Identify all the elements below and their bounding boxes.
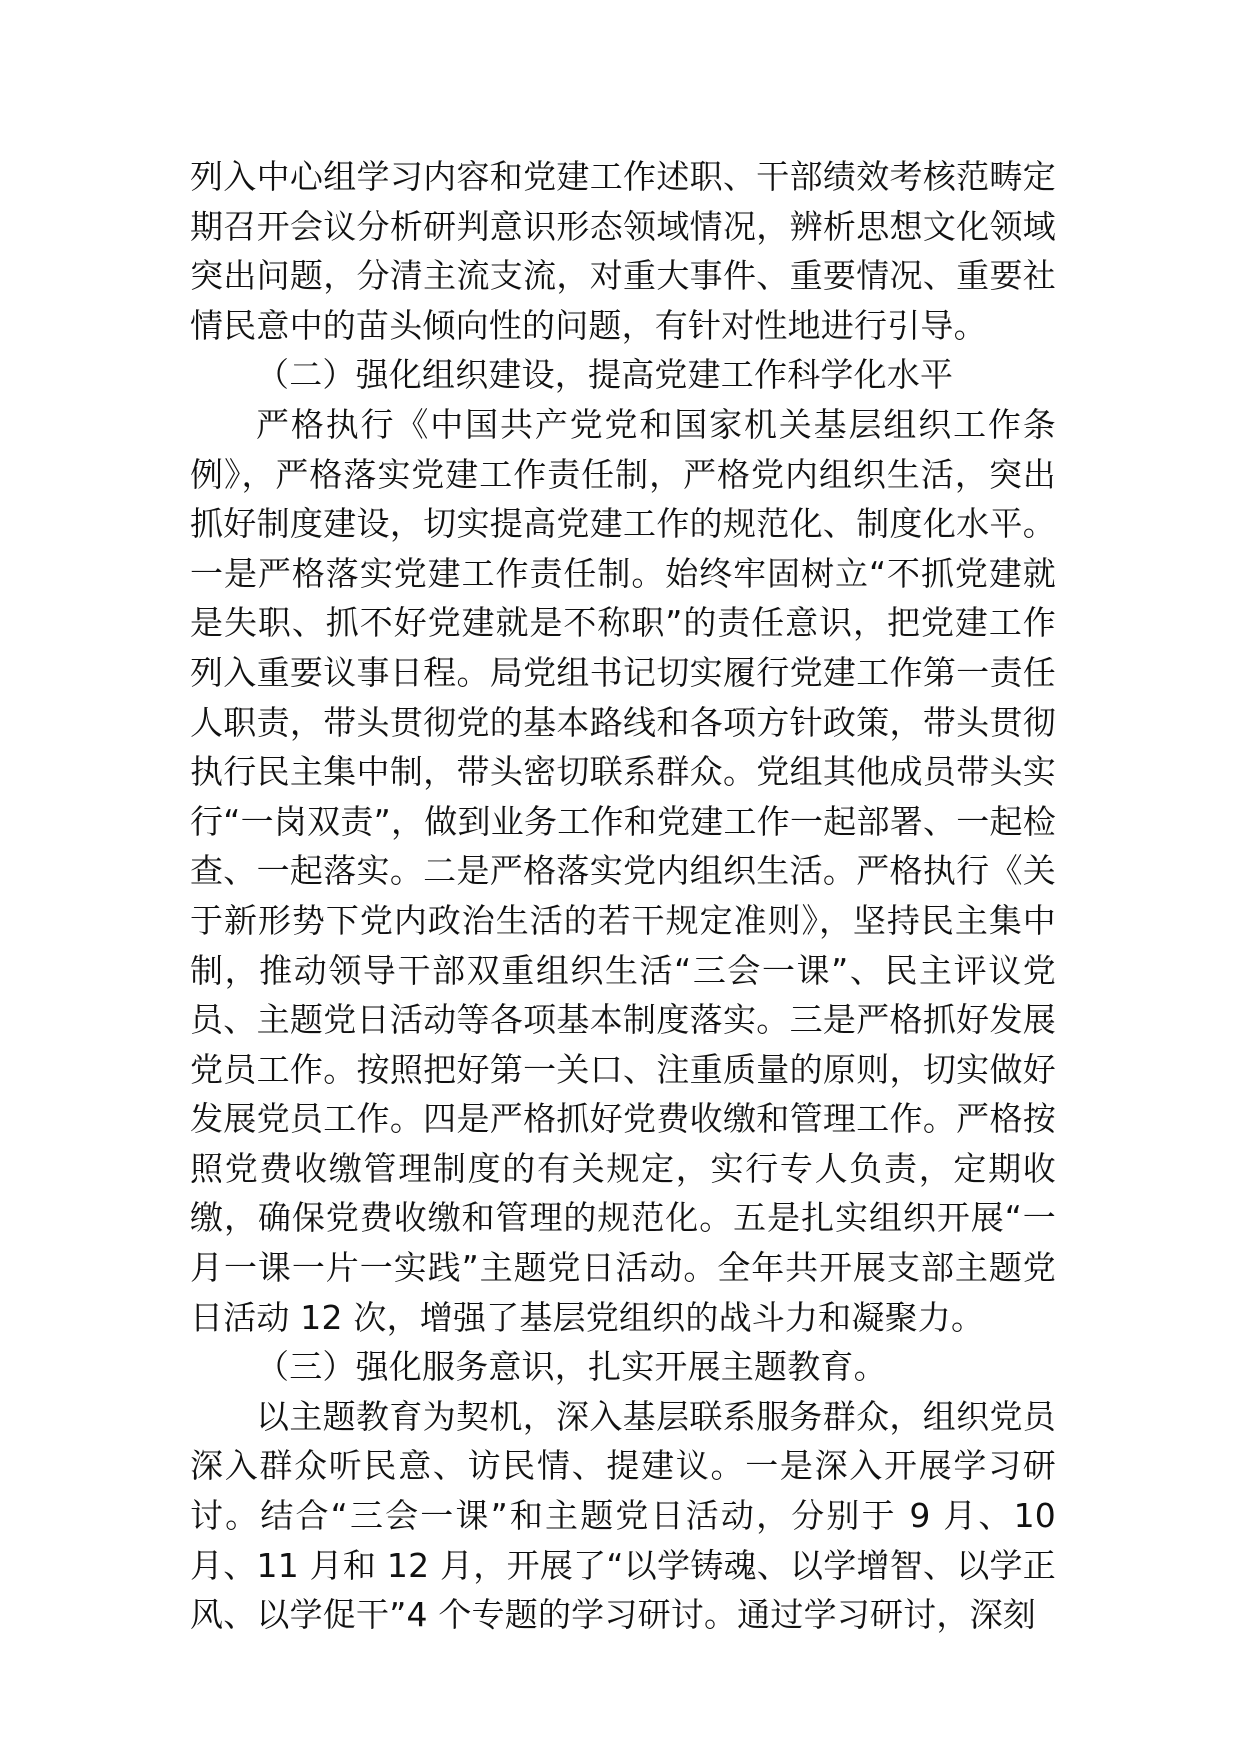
body-paragraph-3: 以主题教育为契机，深入基层联系服务群众，组织党员深入群众听民意、访民情、提建议。一是深入开展学习研讨。结合“三会一课”和主题党日活动，分别于 9 月、10 月、11 月和 12 月，开展了“以学铸魂、以学增智、以学正风、以学促干”4 个专题的学习研讨。通过学习研讨，深刻 [190, 1396, 1056, 1635]
body-paragraph-2: 严格执行《中国共产党党和国家机关基层组织工作条例》，严格落实党建工作责任制，严格党内组织生活，突出抓好制度建设，切实提高党建工作的规范化、制度化水平。一是严格落实党建工作责任制。始终牢固树立“不抓党建就是失职、抓不好党建就是不称职”的责任意识，把党建工作列入重要议事日程。局党组书记切实履行党建工作第一责任人职责，带头贯彻党的基本路线和各项方针政策，带头贯彻执行民主集中制，带头密切联系群众。党组其他成员带头实行“一岗双责”，做到业务工作和党建工作一起部署、一起检查、一起落实。二是严格落实党内组织生活。严格执行《关于新形势下党内政治生活的若干规定准则》，坚持民主集中制，推动领导干部双重组织生活“三会一课”、民主评议党员、主题党日活动等各项基本制度落实。三是严格抓好发展党员工作。按照把好第一关口、注重质量的原则，切实做好发展党员工作。四是严格抓好党费收缴和管理工作。严格按照党费收缴管理制度的有关规定，实行专人负责，定期收缴，确保党费收缴和管理的规范化。五是扎实组织开展“一月一课一片一实践”主题党日活动。全年共开展支部主题党日活动 12 次，增强了基层党组织的战斗力和凝聚力。 [190, 404, 1056, 1337]
section-heading-2: （二）强化组织建设，提高党建工作科学化水平 [256, 355, 954, 395]
body-paragraph-1: 列入中心组学习内容和党建工作述职、干部绩效考核范畴定期召开会议分析研判意识形态领域情况，辨析思想文化领域突出问题，分清主流支流，对重大事件、重要情况、重要社情民意中的苗头倾向性的问题，有针对性地进行引导。 [190, 157, 1056, 345]
document-page [190, 152, 1056, 1640]
section-heading-3: （三）强化服务意识，扎实开展主题教育。 [256, 1347, 887, 1387]
